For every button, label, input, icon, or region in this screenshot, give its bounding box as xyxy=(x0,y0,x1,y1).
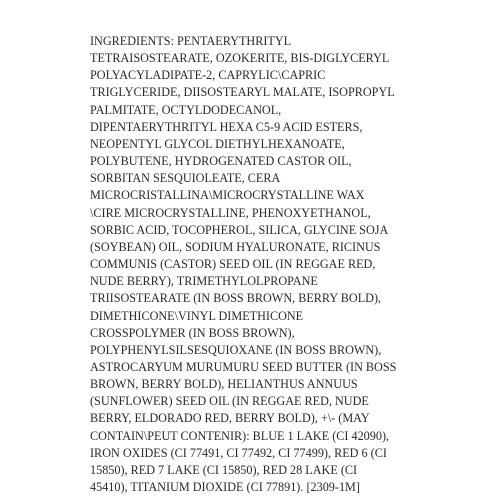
ingredients-line: DIMETHICONE\VINYL DIMETHICONE xyxy=(90,308,304,323)
ingredients-line: POLYPHENYLSILSESQUIOXANE (IN BOSS BROWN), xyxy=(90,342,382,357)
ingredients-line: (SOYBEAN) OIL, SODIUM HYALURONATE, RICINUS xyxy=(90,239,381,254)
ingredients-line: IRON OXIDES (CI 77491, CI 77492, CI 77499), RED 6 (CI xyxy=(90,445,387,460)
ingredients-line: DIPENTAERYTHRITYL HEXA C5-9 ACID ESTERS, xyxy=(90,119,363,134)
ingredients-line: SORBITAN SESQUIOLEATE, CERA xyxy=(90,171,281,186)
ingredients-line: \CIRE MICROCRYSTALLINE, PHENOXYETHANOL, xyxy=(90,205,371,220)
ingredients-line: TRIGLYCERIDE, DIISOSTEARYL MALATE, ISOPROPYL xyxy=(90,85,395,100)
ingredients-line: COMMUNIS (CASTOR) SEED OIL (IN REGGAE RED, xyxy=(90,257,376,272)
ingredients-line: 45410), TITANIUM DIOXIDE (CI 77891). [2309-1M] xyxy=(90,480,360,495)
ingredients-line: NUDE BERRY), TRIMETHYLOLPROPANE xyxy=(90,274,318,289)
ingredients-line: CONTAIN\PEUT CONTENIR): BLUE 1 LAKE (CI 42090), xyxy=(90,428,390,443)
ingredients-line: NEOPENTYL GLYCOL DIETHYLHEXANOATE, xyxy=(90,136,345,151)
ingredients-line: SORBIC ACID, TOCOPHEROL, SILICA, GLYCINE SOJA xyxy=(90,222,389,237)
ingredients-line: CROSSPOLYMER (IN BOSS BROWN), xyxy=(90,325,295,340)
ingredients-line: MICROCRISTALLINA\MICROCRYSTALLINE WAX xyxy=(90,188,365,203)
ingredients-line: POLYACYLADIPATE-2, CAPRYLIC\CAPRIC xyxy=(90,68,326,83)
ingredients-line: POLYBUTENE, HYDROGENATED CASTOR OIL, xyxy=(90,154,352,169)
ingredients-line: INGREDIENTS: PENTAERYTHRITYL xyxy=(90,34,292,48)
ingredients-line: TETRAISOSTEARATE, OZOKERITE, BIS-DIGLYCERYL xyxy=(90,51,390,66)
ingredients-line: BROWN, BERRY BOLD), HELIANTHUS ANNUUS xyxy=(90,377,358,392)
ingredients-list xyxy=(90,33,420,496)
ingredients-line: ASTROCARYUM MURUMURU SEED BUTTER (IN BOSS xyxy=(90,359,397,374)
ingredients-line: (SUNFLOWER) SEED OIL (IN REGGAE RED, NUDE xyxy=(90,394,369,409)
ingredients-line: 15850), RED 7 LAKE (CI 15850), RED 28 LAKE (CI xyxy=(90,462,358,477)
ingredients-line: BERRY, ELDORADO RED, BERRY BOLD), +\- (MAY xyxy=(90,411,370,426)
ingredients-line: PALMITATE, OCTYLDODECANOL, xyxy=(90,102,282,117)
ingredients-line: TRIISOSTEARATE (IN BOSS BROWN, BERRY BOLD), xyxy=(90,291,382,306)
